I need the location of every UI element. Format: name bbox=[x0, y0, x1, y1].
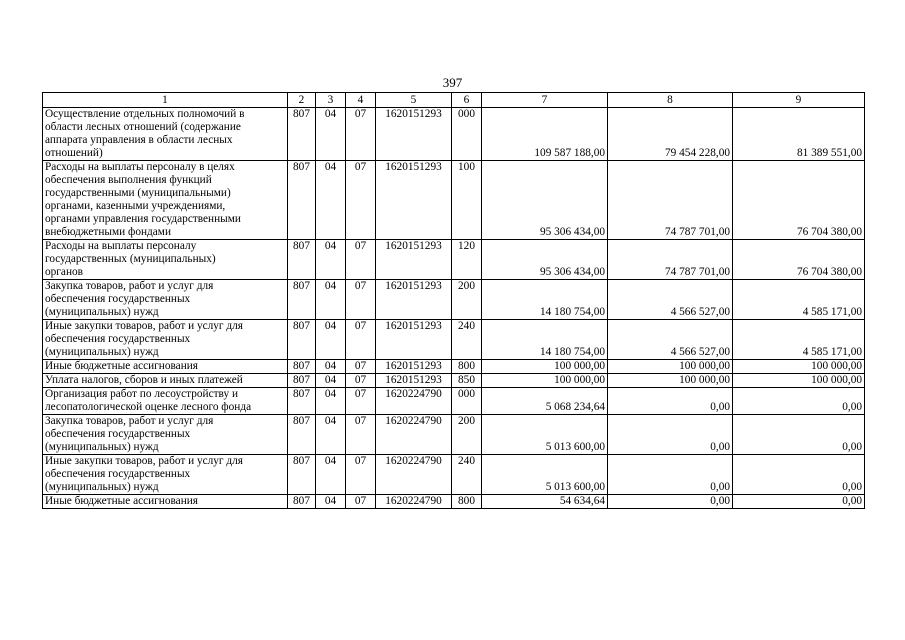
row-name-line: органами управления государственными bbox=[45, 213, 241, 225]
code-cell-c2: 807 bbox=[288, 415, 316, 455]
amount-cell-v8: 0,00 bbox=[608, 495, 733, 509]
table-row bbox=[43, 388, 865, 415]
amount-cell-v9: 76 704 380,00 bbox=[733, 161, 865, 240]
code-cell-c2: 807 bbox=[288, 320, 316, 360]
amount-cell-v7: 5 013 600,00 bbox=[482, 415, 608, 455]
code-cell-c4: 07 bbox=[346, 495, 376, 509]
row-name-line: (муниципальных) нужд bbox=[45, 441, 159, 453]
row-name-line: обеспечения государственных bbox=[45, 468, 191, 480]
table-row bbox=[43, 360, 865, 374]
amount-cell-v8: 4 566 527,00 bbox=[608, 320, 733, 360]
code-cell-c2: 807 bbox=[288, 455, 316, 495]
code-cell-c2: 807 bbox=[288, 360, 316, 374]
code-cell-c5: 1620224790 bbox=[376, 455, 452, 495]
row-name-line: государственных (муниципальных) bbox=[45, 253, 216, 265]
code-cell-c2: 807 bbox=[288, 240, 316, 280]
code-cell-c2: 807 bbox=[288, 280, 316, 320]
row-name-line: (муниципальных) нужд bbox=[45, 306, 159, 318]
amount-cell-v9: 81 389 551,00 bbox=[733, 108, 865, 161]
row-name-line: Закупка товаров, работ и услуг для bbox=[45, 415, 214, 427]
row-name bbox=[43, 455, 288, 495]
code-cell-c6: 120 bbox=[452, 240, 482, 280]
row-name-line: Иные бюджетные ассигнования bbox=[45, 495, 198, 507]
row-name-line: Организация работ по лесоустройству и bbox=[45, 388, 238, 400]
header-cell: 1 bbox=[43, 93, 288, 108]
row-name-line: органов bbox=[45, 266, 83, 278]
amount-cell-v7: 95 306 434,00 bbox=[482, 161, 608, 240]
amount-cell-v9: 100 000,00 bbox=[733, 360, 865, 374]
code-cell-c4: 07 bbox=[346, 415, 376, 455]
row-name-line: Иные бюджетные ассигнования bbox=[45, 360, 198, 372]
code-cell-c6: 240 bbox=[452, 320, 482, 360]
row-name-line: лесопатологической оценке лесного фонда bbox=[45, 401, 252, 413]
code-cell-c4: 07 bbox=[346, 108, 376, 161]
amount-cell-v9: 0,00 bbox=[733, 415, 865, 455]
code-cell-c2: 807 bbox=[288, 388, 316, 415]
code-cell-c5: 1620151293 bbox=[376, 280, 452, 320]
code-cell-c4: 07 bbox=[346, 280, 376, 320]
row-name-line: Осуществление отдельных полномочий в bbox=[45, 108, 245, 120]
amount-cell-v7: 54 634,64 bbox=[482, 495, 608, 509]
row-name-line: Расходы на выплаты персоналу в целях bbox=[45, 161, 235, 173]
header-cell: 6 bbox=[452, 93, 482, 108]
row-name-line: обеспечения государственных bbox=[45, 333, 191, 345]
row-name-line: обеспечения государственных bbox=[45, 293, 191, 305]
table-row bbox=[43, 280, 865, 320]
amount-cell-v8: 0,00 bbox=[608, 388, 733, 415]
row-name bbox=[43, 108, 288, 161]
code-cell-c5: 1620224790 bbox=[376, 495, 452, 509]
header-cell: 5 bbox=[376, 93, 452, 108]
table-row bbox=[43, 374, 865, 388]
row-name bbox=[43, 161, 288, 240]
table-row bbox=[43, 455, 865, 495]
code-cell-c2: 807 bbox=[288, 108, 316, 161]
header-cell: 3 bbox=[316, 93, 346, 108]
code-cell-c5: 1620224790 bbox=[376, 415, 452, 455]
code-cell-c3: 04 bbox=[316, 320, 346, 360]
amount-cell-v9: 0,00 bbox=[733, 495, 865, 509]
amount-cell-v8: 74 787 701,00 bbox=[608, 161, 733, 240]
row-name-line: Расходы на выплаты персоналу bbox=[45, 240, 197, 252]
code-cell-c3: 04 bbox=[316, 240, 346, 280]
code-cell-c3: 04 bbox=[316, 455, 346, 495]
code-cell-c6: 850 bbox=[452, 374, 482, 388]
code-cell-c6: 000 bbox=[452, 108, 482, 161]
code-cell-c3: 04 bbox=[316, 360, 346, 374]
code-cell-c5: 1620151293 bbox=[376, 360, 452, 374]
header-cell: 4 bbox=[346, 93, 376, 108]
code-cell-c2: 807 bbox=[288, 374, 316, 388]
row-name bbox=[43, 415, 288, 455]
amount-cell-v7: 100 000,00 bbox=[482, 360, 608, 374]
amount-cell-v8: 100 000,00 bbox=[608, 360, 733, 374]
code-cell-c5: 1620151293 bbox=[376, 240, 452, 280]
code-cell-c6: 240 bbox=[452, 455, 482, 495]
code-cell-c5: 1620151293 bbox=[376, 320, 452, 360]
code-cell-c6: 800 bbox=[452, 495, 482, 509]
amount-cell-v8: 0,00 bbox=[608, 455, 733, 495]
row-name-line: Иные закупки товаров, работ и услуг для bbox=[45, 455, 243, 467]
code-cell-c6: 800 bbox=[452, 360, 482, 374]
amount-cell-v8: 4 566 527,00 bbox=[608, 280, 733, 320]
table-row bbox=[43, 320, 865, 360]
code-cell-c3: 04 bbox=[316, 495, 346, 509]
code-cell-c5: 1620151293 bbox=[376, 374, 452, 388]
amount-cell-v9: 0,00 bbox=[733, 388, 865, 415]
amount-cell-v8: 100 000,00 bbox=[608, 374, 733, 388]
header-cell: 8 bbox=[608, 93, 733, 108]
row-name bbox=[43, 360, 288, 374]
table-row bbox=[43, 161, 865, 240]
amount-cell-v8: 74 787 701,00 bbox=[608, 240, 733, 280]
page-number: 397 bbox=[442, 75, 463, 90]
code-cell-c4: 07 bbox=[346, 320, 376, 360]
code-cell-c4: 07 bbox=[346, 374, 376, 388]
row-name-line: (муниципальных) нужд bbox=[45, 346, 159, 358]
row-name-line: органами, казенными учреждениями, bbox=[45, 200, 226, 212]
amount-cell-v8: 79 454 228,00 bbox=[608, 108, 733, 161]
code-cell-c4: 07 bbox=[346, 455, 376, 495]
amount-cell-v7: 14 180 754,00 bbox=[482, 320, 608, 360]
row-name-line: обеспечения выполнения функций bbox=[45, 174, 212, 186]
table-row bbox=[43, 415, 865, 455]
code-cell-c6: 200 bbox=[452, 415, 482, 455]
row-name bbox=[43, 320, 288, 360]
row-name-line: области лесных отношений (содержание bbox=[45, 121, 241, 133]
code-cell-c3: 04 bbox=[316, 415, 346, 455]
code-cell-c2: 807 bbox=[288, 495, 316, 509]
row-name bbox=[43, 280, 288, 320]
amount-cell-v7: 5 068 234,64 bbox=[482, 388, 608, 415]
row-name bbox=[43, 388, 288, 415]
amount-cell-v7: 5 013 600,00 bbox=[482, 455, 608, 495]
code-cell-c4: 07 bbox=[346, 388, 376, 415]
row-name-line: Уплата налогов, сборов и иных платежей bbox=[45, 374, 243, 386]
amount-cell-v8: 0,00 bbox=[608, 415, 733, 455]
code-cell-c3: 04 bbox=[316, 161, 346, 240]
code-cell-c3: 04 bbox=[316, 374, 346, 388]
code-cell-c3: 04 bbox=[316, 280, 346, 320]
amount-cell-v9: 4 585 171,00 bbox=[733, 280, 865, 320]
code-cell-c3: 04 bbox=[316, 108, 346, 161]
code-cell-c6: 100 bbox=[452, 161, 482, 240]
row-name-line: Иные закупки товаров, работ и услуг для bbox=[45, 320, 243, 332]
amount-cell-v7: 95 306 434,00 bbox=[482, 240, 608, 280]
amount-cell-v7: 14 180 754,00 bbox=[482, 280, 608, 320]
row-name-line: Закупка товаров, работ и услуг для bbox=[45, 280, 214, 292]
row-name-line: государственными (муниципальными) bbox=[45, 187, 231, 199]
amount-cell-v9: 76 704 380,00 bbox=[733, 240, 865, 280]
code-cell-c4: 07 bbox=[346, 240, 376, 280]
header-cell: 9 bbox=[733, 93, 865, 108]
code-cell-c3: 04 bbox=[316, 388, 346, 415]
code-cell-c6: 200 bbox=[452, 280, 482, 320]
row-name-line: обеспечения государственных bbox=[45, 428, 191, 440]
amount-cell-v9: 100 000,00 bbox=[733, 374, 865, 388]
amount-cell-v9: 0,00 bbox=[733, 455, 865, 495]
table-row bbox=[43, 495, 865, 509]
header-row bbox=[43, 93, 865, 108]
header-cell: 7 bbox=[482, 93, 608, 108]
code-cell-c5: 1620224790 bbox=[376, 388, 452, 415]
code-cell-c4: 07 bbox=[346, 161, 376, 240]
code-cell-c5: 1620151293 bbox=[376, 108, 452, 161]
header-cell: 2 bbox=[288, 93, 316, 108]
code-cell-c4: 07 bbox=[346, 360, 376, 374]
budget-table bbox=[42, 92, 865, 509]
row-name-line: аппарата управления в области лесных bbox=[45, 134, 233, 146]
amount-cell-v7: 109 587 188,00 bbox=[482, 108, 608, 161]
row-name-line: внебюджетными фондами bbox=[45, 226, 171, 238]
row-name bbox=[43, 240, 288, 280]
table-row bbox=[43, 108, 865, 161]
table-row bbox=[43, 240, 865, 280]
code-cell-c6: 000 bbox=[452, 388, 482, 415]
row-name-line: (муниципальных) нужд bbox=[45, 481, 159, 493]
row-name bbox=[43, 495, 288, 509]
code-cell-c5: 1620151293 bbox=[376, 161, 452, 240]
row-name-line: отношений) bbox=[45, 147, 103, 159]
amount-cell-v9: 4 585 171,00 bbox=[733, 320, 865, 360]
amount-cell-v7: 100 000,00 bbox=[482, 374, 608, 388]
row-name bbox=[43, 374, 288, 388]
code-cell-c2: 807 bbox=[288, 161, 316, 240]
